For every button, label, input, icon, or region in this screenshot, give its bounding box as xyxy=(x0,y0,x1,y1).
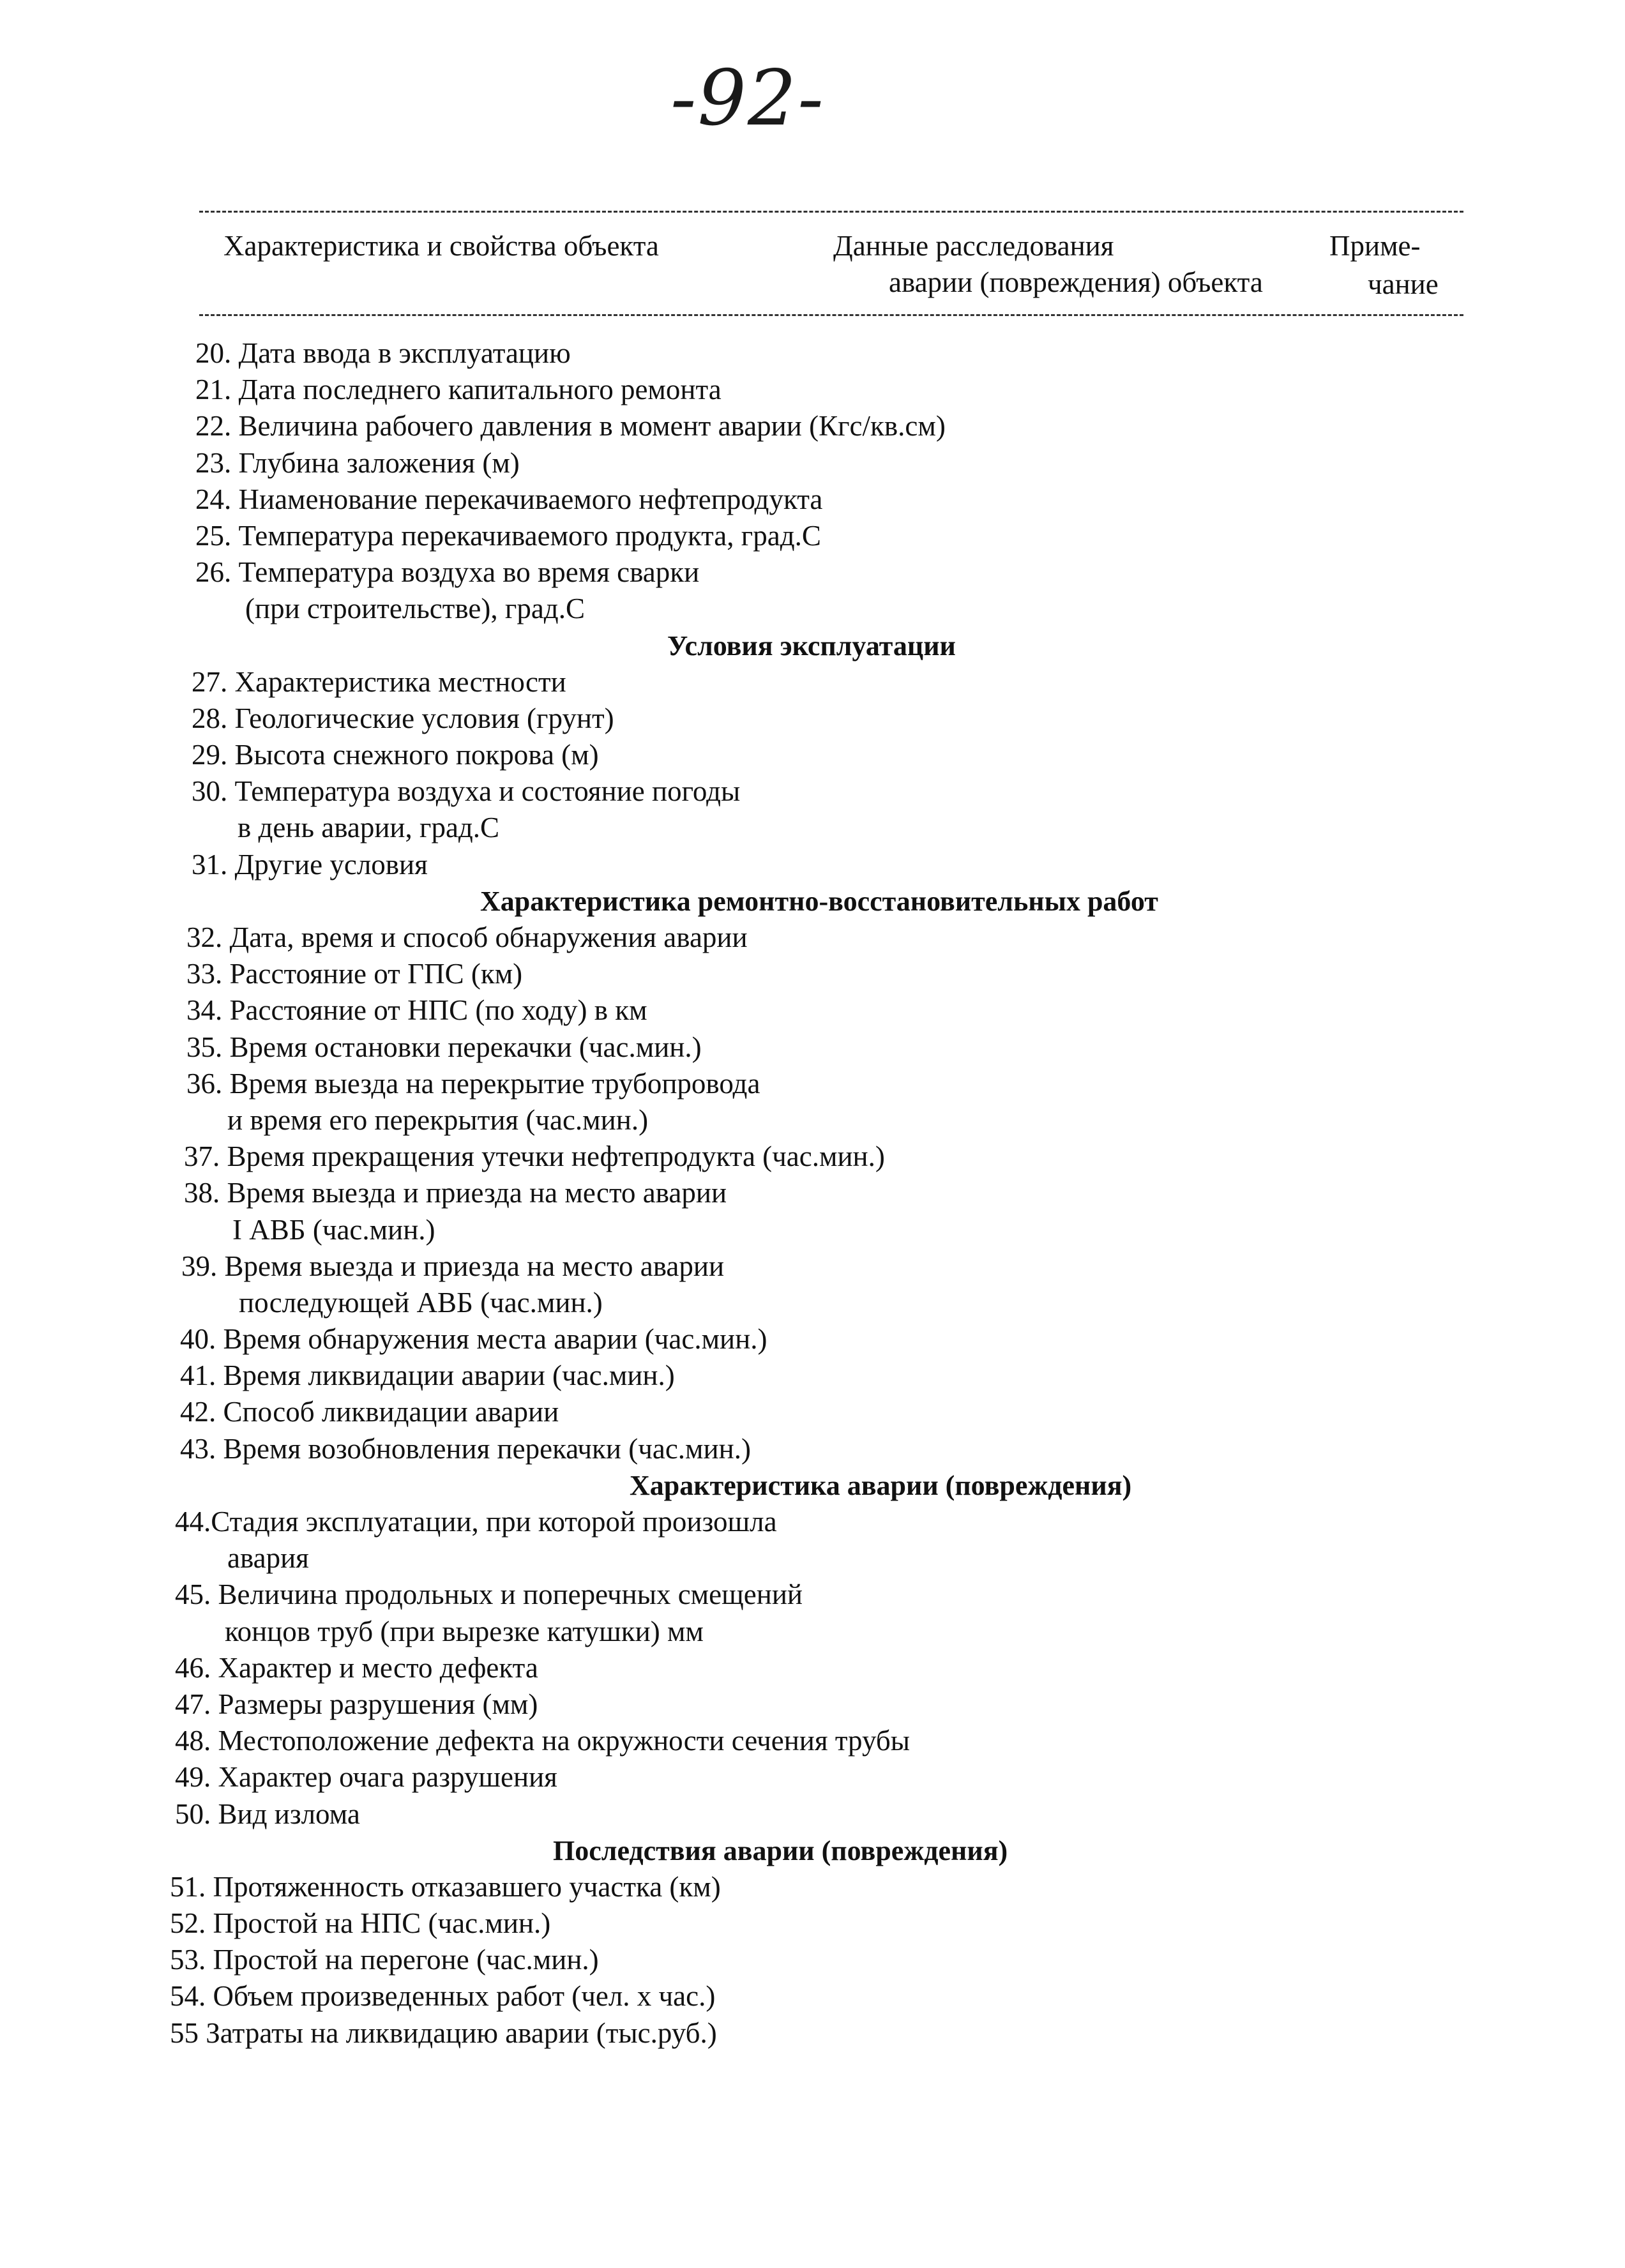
list-item xyxy=(0,518,1625,554)
list-item xyxy=(0,1029,1625,1066)
list-item-text: 33. Расстояние от ГПС (км) xyxy=(186,958,523,990)
header-rule-top xyxy=(199,211,1463,213)
list-item xyxy=(0,1686,1625,1723)
list-item xyxy=(0,1796,1625,1833)
list-item xyxy=(0,1357,1625,1394)
list-item xyxy=(0,2015,1625,2052)
list-item-text: 52. Простой на НПС (час.мин.) xyxy=(170,1907,551,1940)
list-item xyxy=(0,847,1625,883)
list-item xyxy=(0,1540,1625,1576)
item-list xyxy=(0,335,1625,2052)
list-item-text: 36. Время выезда на перекрытие трубопровода xyxy=(186,1067,760,1100)
list-item xyxy=(0,335,1625,372)
list-item-text: 55 Затраты на ликвидацию аварии (тыс.руб.) xyxy=(170,2016,717,2049)
list-item xyxy=(0,481,1625,518)
list-item xyxy=(0,554,1625,591)
list-item-text: 53. Простой на перегоне (час.мин.) xyxy=(170,1944,599,1976)
section-heading-text: Характеристика аварии (повреждения) xyxy=(630,1469,1132,1501)
list-item xyxy=(0,408,1625,444)
list-item xyxy=(0,1576,1625,1613)
list-item xyxy=(0,1394,1625,1430)
list-item-text: 37. Время прекращения утечки нефтепродукта (час.мин.) xyxy=(184,1140,885,1173)
list-item-text: 25. Температура перекачиваемого продукта, град.С xyxy=(195,519,821,552)
section-heading xyxy=(0,628,1625,664)
list-item-text: 40. Время обнаружения места аварии (час.мин.) xyxy=(180,1323,767,1356)
list-item-text: 31. Другие условия xyxy=(192,848,428,881)
header-column-object: Характеристика и свойства объекта xyxy=(223,230,659,262)
list-item-text: 49. Характер очага разрушения xyxy=(175,1761,557,1794)
header-rule-bottom xyxy=(199,314,1463,316)
list-item-text: 47. Размеры разрушения (мм) xyxy=(175,1688,538,1720)
list-item xyxy=(0,1759,1625,1796)
list-item xyxy=(0,591,1625,627)
list-item-text: 42. Способ ликвидации аварии xyxy=(180,1396,559,1428)
list-item-text: 34. Расстояние от НПС (по ходу) в км xyxy=(186,994,647,1027)
list-item xyxy=(0,1248,1625,1285)
section-heading xyxy=(0,1833,1625,1869)
list-item-text: 26. Температура воздуха во время сварки xyxy=(195,556,700,589)
section-heading xyxy=(0,883,1625,919)
header-column-note-line1: Приме- xyxy=(1329,230,1421,262)
list-item-text: 24. Ниаменование перекачиваемого нефтепродукта xyxy=(195,483,823,515)
list-item-text: 39. Время выезда и приезда на место аварии xyxy=(181,1250,725,1282)
list-item xyxy=(0,992,1625,1029)
list-item xyxy=(0,1066,1625,1102)
list-item xyxy=(0,1614,1625,1650)
list-item-text: 28. Геологические условия (грунт) xyxy=(192,702,614,734)
list-item-text: 23. Глубина заложения (м) xyxy=(195,446,520,479)
list-item-text: 21. Дата последнего капитального ремонта xyxy=(195,374,722,406)
list-item-text: 38. Время выезда и приезда на место аварии xyxy=(184,1177,727,1209)
page-number: -92- xyxy=(670,54,825,143)
list-item xyxy=(0,1212,1625,1248)
list-item xyxy=(0,700,1625,737)
list-item-text: 48. Местоположение дефекта на окружности сечения трубы xyxy=(175,1725,910,1757)
list-item xyxy=(0,664,1625,700)
list-item-text: 29. Высота снежного покрова (м) xyxy=(192,739,599,771)
list-item-text: авария xyxy=(227,1542,309,1575)
list-item-text: 20. Дата ввода в эксплуатацию xyxy=(195,337,571,369)
list-item xyxy=(0,1650,1625,1686)
section-heading-text: Последствия аварии (повреждения) xyxy=(553,1834,1008,1866)
list-item-text: последующей АВБ (час.мин.) xyxy=(239,1286,603,1319)
list-item-text: I АВБ (час.мин.) xyxy=(232,1213,435,1246)
list-item-text: 46. Характер и место дефекта xyxy=(175,1651,538,1684)
list-item xyxy=(0,1285,1625,1321)
list-item-text: 35. Время остановки перекачки (час.мин.) xyxy=(186,1031,702,1063)
list-item xyxy=(0,810,1625,846)
section-heading-text: Характеристика ремонтно-восстановительных работ xyxy=(480,885,1158,917)
list-item xyxy=(0,1102,1625,1138)
header-column-note-line2: чание xyxy=(1368,268,1439,300)
list-item-text: 32. Дата, время и способ обнаружения аварии xyxy=(186,921,748,953)
list-item xyxy=(0,1504,1625,1540)
list-item-text: концов труб (при вырезке катушки) мм xyxy=(225,1615,704,1647)
list-item-text: 45. Величина продольных и поперечных смещений xyxy=(175,1578,803,1611)
list-item-text: 30. Температура воздуха и состояние погоды xyxy=(192,775,741,808)
list-item-text: 51. Протяженность отказавшего участка (км) xyxy=(170,1870,721,1903)
list-item xyxy=(0,1431,1625,1467)
list-item-text: (при строительстве), град.С xyxy=(245,593,585,625)
section-heading-text: Условия эксплуатации xyxy=(667,630,956,662)
list-item xyxy=(0,1723,1625,1759)
list-item xyxy=(0,956,1625,992)
list-item xyxy=(0,1138,1625,1175)
list-item-text: и время его перекрытия (час.мин.) xyxy=(227,1103,649,1136)
list-item xyxy=(0,372,1625,408)
list-item xyxy=(0,1942,1625,1978)
list-item xyxy=(0,1869,1625,1905)
header-column-investigation-line2: аварии (повреждения) объекта xyxy=(889,266,1263,298)
list-item xyxy=(0,445,1625,481)
header-column-investigation-line1: Данные расследования xyxy=(833,230,1114,262)
list-item-text: 50. Вид излома xyxy=(175,1797,360,1830)
list-item xyxy=(0,1321,1625,1357)
list-item-text: в день аварии, град.С xyxy=(238,812,500,844)
list-item-text: 22. Величина рабочего давления в момент аварии (Кгс/кв.см) xyxy=(195,410,946,442)
list-item-text: 44.Стадия эксплуатации, при которой произошла xyxy=(175,1506,777,1538)
list-item-text: 54. Объем произведенных работ (чел. х час.) xyxy=(170,1980,716,2013)
list-item xyxy=(0,1905,1625,1942)
list-item-text: 43. Время возобновления перекачки (час.мин.) xyxy=(180,1432,751,1465)
list-item xyxy=(0,1175,1625,1211)
list-item-text: 27. Характеристика местности xyxy=(192,665,566,698)
list-item xyxy=(0,773,1625,810)
section-heading xyxy=(0,1467,1625,1504)
list-item xyxy=(0,737,1625,773)
list-item-text: 41. Время ликвидации аварии (час.мин.) xyxy=(180,1359,675,1392)
list-item xyxy=(0,919,1625,956)
list-item xyxy=(0,1978,1625,2015)
